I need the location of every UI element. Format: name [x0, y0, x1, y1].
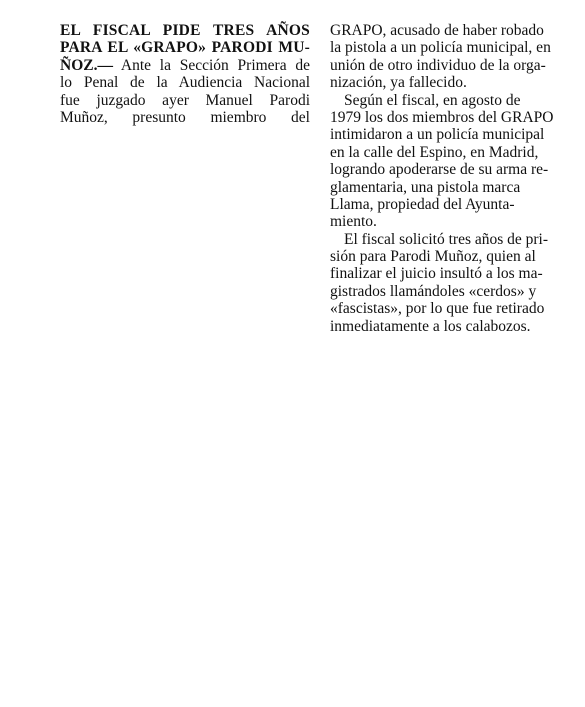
body-line: GRAPO, acusado de haber robado [330, 22, 544, 39]
headline-line-2: PARA EL «GRAPO» PARODI MU- [60, 39, 310, 57]
body-line: «fascistas», por lo que fue retirado [330, 300, 545, 318]
article-column-2 [330, 22, 554, 335]
article-column-1 [60, 22, 310, 126]
body-line: inmediatamente a los calabozos. [330, 317, 531, 335]
body-line: finalizar el juicio insultó a los ma- [330, 265, 543, 283]
body-line: fue juzgado ayer Manuel Parodi [60, 91, 310, 109]
body-line: El fiscal solicitó tres años de pri- [344, 230, 549, 248]
lead-bold: ÑOZ.— [60, 56, 113, 74]
body-line: Muñoz, presunto miembro del [60, 108, 310, 126]
body-line: nización, ya fallecido. [330, 74, 467, 92]
headline-line-1: EL FISCAL PIDE TRES AÑOS [60, 22, 310, 39]
body-line: la pistola a un policía municipal, en [330, 39, 551, 57]
body-line: lo Penal de la Audiencia Nacional [60, 74, 310, 92]
body-line: en la calle del Espino, en Madrid, [330, 143, 539, 161]
body-line: gistrados llamándoles «cerdos» y [330, 282, 537, 300]
body-line: Ante la Sección Primera de [120, 56, 310, 74]
lead-line [60, 57, 310, 74]
body-line: miento. [330, 213, 377, 231]
body-line: sión para Parodi Muñoz, quien al [330, 248, 536, 266]
body-line: intimidaron a un policía municipal [330, 126, 545, 144]
body-line: unión de otro individuo de la orga- [330, 56, 546, 74]
body-line: 1979 los dos miembros del GRAPO [330, 108, 554, 126]
body-line: Según el fiscal, en agosto de [344, 91, 521, 109]
body-line: Llama, propiedad del Ayunta- [330, 195, 515, 213]
body-line: logrando apoderarse de su arma re- [330, 161, 549, 179]
body-line: glamentaria, una pistola marca [330, 178, 521, 196]
